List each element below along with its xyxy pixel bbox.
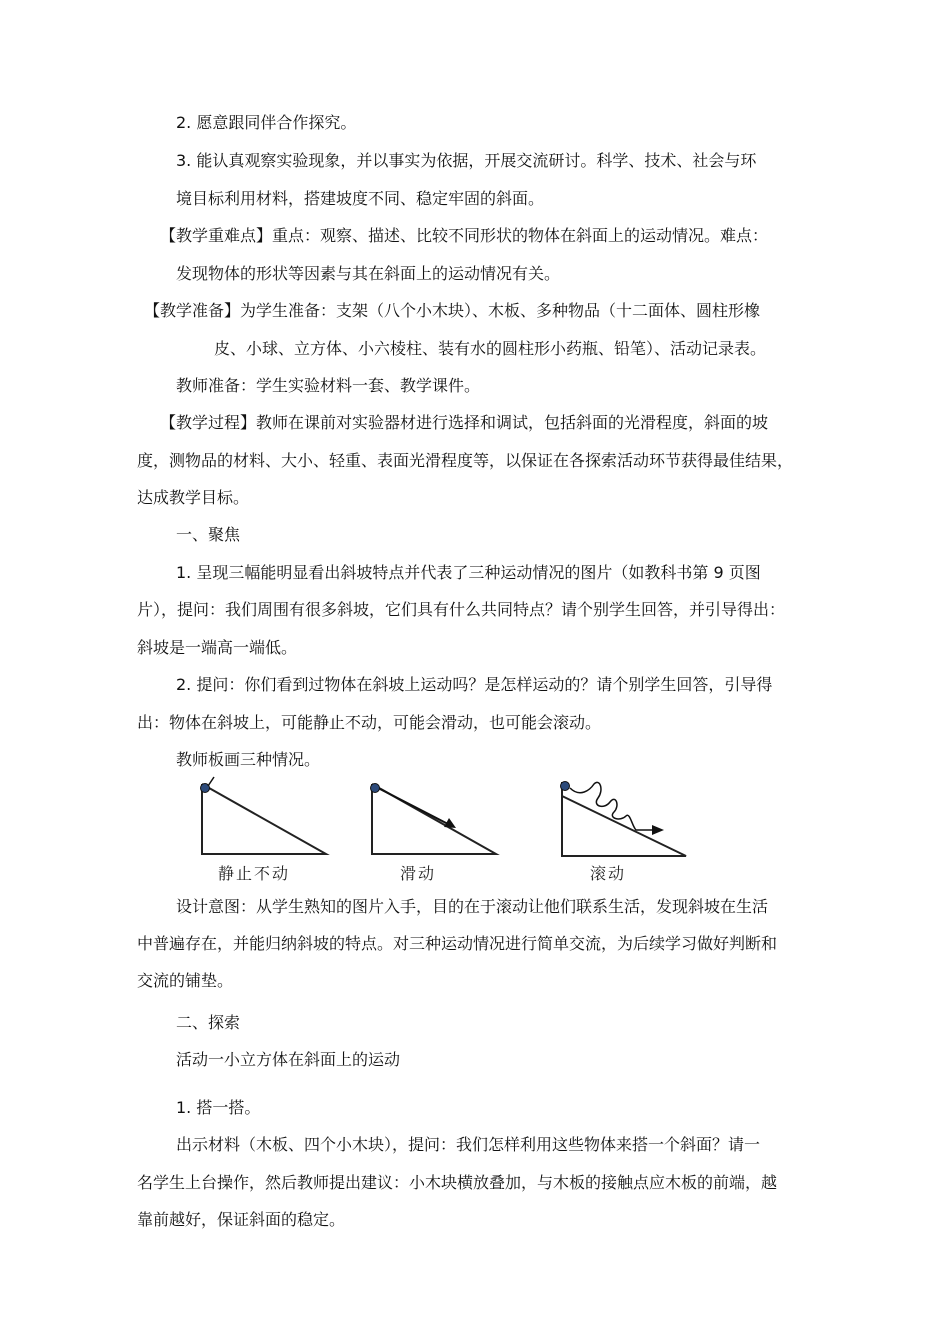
text-line: 出示材料（木板、四个小木块），提问：我们怎样利用这些物体来搭一个斜面？请一 xyxy=(176,1135,761,1154)
section-heading: 二、探索 xyxy=(176,1013,241,1032)
text-line: 设计意图：从学生熟知的图片入手，目的在于滚动让他们联系生活，发现斜坡在生活 xyxy=(176,897,769,916)
text-line: 靠前越好，保证斜面的稳定。 xyxy=(137,1210,346,1229)
text-line: 2. 愿意跟同伴合作探究。 xyxy=(176,113,357,132)
text-line: 斜坡是一端高一端低。 xyxy=(137,638,298,657)
text-line: 出：物体在斜坡上，可能静止不动，可能会滑动，也可能会滚动。 xyxy=(137,713,602,732)
sliding-slope-diagram xyxy=(371,784,497,855)
text-line: 教师准备：学生实验材料一套、教学课件。 xyxy=(176,376,481,395)
text-line: 教师板画三种情况。 xyxy=(176,750,321,769)
text-line: 交流的铺垫。 xyxy=(137,971,234,990)
text-line: 境目标利用材料，搭建坡度不同、稳定牢固的斜面。 xyxy=(176,189,545,208)
text-line: 发现物体的形状等因素与其在斜面上的运动情况有关。 xyxy=(176,264,561,283)
caption-sliding: 滑动 xyxy=(400,864,437,883)
text-line: 1. 搭一搭。 xyxy=(176,1098,261,1117)
static-slope-diagram xyxy=(201,777,327,854)
text-line: 1. 呈现三幅能明显看出斜坡特点并代表了三种运动情况的图片（如教科书第 9 页图 xyxy=(176,563,761,582)
caption-static: 静止不动 xyxy=(218,864,291,883)
text-line: 名学生上台操作，然后教师提出建议：小木块横放叠加，与木板的接触点应木板的前端，越 xyxy=(137,1173,778,1192)
text-line: 3. 能认真观察实验现象，并以事实为依据，开展交流研讨。科学、技术、社会与环 xyxy=(176,151,757,170)
text-line: 中普遍存在，并能归纳斜坡的特点。对三种运动情况进行简单交流，为后续学习做好判断和 xyxy=(137,934,778,953)
caption-rolling: 滚动 xyxy=(590,864,627,883)
text-line: 度，测物品的材料、大小、轻重、表面光滑程度等，以保证在各探索活动环节获得最佳结果， xyxy=(137,451,794,470)
text-line: 皮、小球、立方体、小六棱柱、装有水的圆柱形小药瓶、铅笔）、活动记录表。 xyxy=(214,339,767,358)
rolling-slope-diagram xyxy=(561,782,687,857)
activity-title: 活动一小立方体在斜面上的运动 xyxy=(176,1050,401,1069)
text-line: 片），提问：我们周围有很多斜坡，它们具有什么共同特点？请个别学生回答，并引导得出： xyxy=(137,600,786,619)
text-line: 达成教学目标。 xyxy=(137,488,250,507)
text-line: 【教学重难点】重点：观察、描述、比较不同形状的物体在斜面上的运动情况。难点： xyxy=(160,226,769,245)
text-line: 2. 提问：你们看到过物体在斜坡上运动吗？是怎样运动的？请个别学生回答，引导得 xyxy=(176,675,773,694)
text-line: 【教学过程】教师在课前对实验器材进行选择和调试，包括斜面的光滑程度，斜面的坡 xyxy=(160,413,769,432)
section-heading: 一、聚焦 xyxy=(176,525,241,544)
text-line: 【教学准备】为学生准备：支架（八个小木块）、木板、多种物品（十二面体、圆柱形橡 xyxy=(144,301,761,320)
